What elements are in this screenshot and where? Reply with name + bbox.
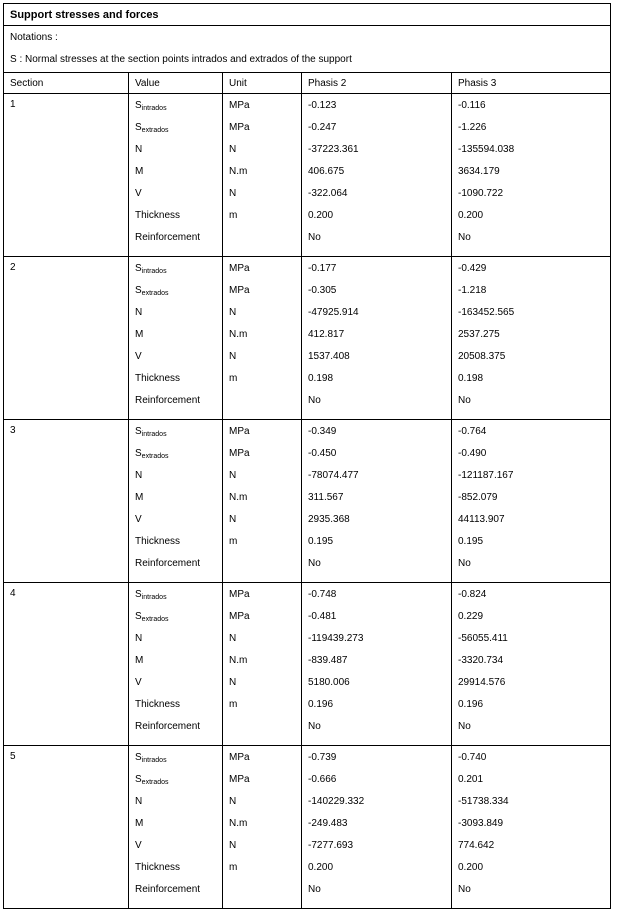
- value-subscript: extrados: [141, 616, 169, 623]
- phasis-2-cell: 2935.368: [308, 514, 350, 525]
- phasis-2-cell: -47925.914: [308, 307, 359, 318]
- value-symbol: N: [135, 470, 143, 481]
- unit-cell: m: [229, 210, 238, 221]
- value-label: [135, 262, 216, 284]
- value-symbol: M: [135, 492, 144, 503]
- phasis-2-cell: -322.064: [308, 188, 348, 199]
- phasis-3-cell: No: [458, 395, 471, 406]
- phasis-3-cell: 29914.576: [458, 677, 506, 688]
- phasis-3-cell: -121187.167: [458, 470, 514, 481]
- phasis-2-cell: 311.567: [308, 492, 344, 503]
- value-subscript: intrados: [141, 268, 167, 275]
- phasis-2-cell: No: [308, 558, 321, 569]
- value-symbol: S: [135, 589, 142, 600]
- phasis-3-cell-group: [452, 94, 611, 257]
- phasis-2-cell: -0.666: [308, 774, 337, 785]
- unit-cell: N: [229, 144, 237, 155]
- value-symbol: N: [135, 144, 143, 155]
- unit-cell: MPa: [229, 122, 250, 133]
- value-subscript: extrados: [141, 127, 169, 134]
- value-symbol: N: [135, 633, 143, 644]
- notations-block: [4, 26, 611, 73]
- column-header-phasis-3: Phasis 3: [452, 73, 611, 94]
- value-symbol: M: [135, 166, 144, 177]
- value-symbol: S: [135, 448, 142, 459]
- column-header-unit: Unit: [223, 73, 302, 94]
- value-subscript: extrados: [141, 290, 169, 297]
- value-symbol: Reinforcement: [135, 721, 201, 732]
- value-symbol: M: [135, 329, 144, 340]
- value-symbol: Thickness: [135, 210, 181, 221]
- value-symbol: V: [135, 677, 142, 688]
- unit-cell: N: [229, 677, 237, 688]
- phasis-2-cell: 0.198: [308, 373, 334, 384]
- unit-cell: MPa: [229, 426, 250, 437]
- value-label: [135, 632, 216, 654]
- column-header-value: Value: [129, 73, 223, 94]
- value-label: [135, 165, 216, 187]
- phasis-3-cell: -163452.565: [458, 307, 515, 318]
- value-label: [135, 491, 216, 513]
- unit-cell: MPa: [229, 752, 250, 763]
- value-symbol: S: [135, 611, 142, 622]
- value-label: [135, 306, 216, 328]
- phasis-2-cell: 0.196: [308, 699, 334, 710]
- value-label: [135, 839, 216, 861]
- phasis-3-cell: -1090.722: [458, 188, 504, 199]
- unit-cell: N: [229, 307, 237, 318]
- unit-cell: [229, 231, 295, 253]
- phasis-2-cell: 0.200: [308, 862, 334, 873]
- unit-cell-group: [223, 583, 302, 746]
- phasis-2-cell: -0.748: [308, 589, 337, 600]
- value-label: [135, 447, 216, 469]
- section-number: 2: [4, 257, 129, 420]
- phasis-2-cell: -249.483: [308, 818, 348, 829]
- value-subscript: intrados: [141, 105, 167, 112]
- phasis-3-cell: 0.229: [458, 611, 484, 622]
- section-number: 5: [4, 746, 129, 909]
- phasis-2-cell: -78074.477: [308, 470, 359, 481]
- phasis-3-cell: 0.198: [458, 373, 484, 384]
- phasis-2-cell: No: [308, 721, 321, 732]
- value-symbol: Thickness: [135, 862, 181, 873]
- phasis-2-cell: 1537.408: [308, 351, 350, 362]
- value-symbol: M: [135, 818, 144, 829]
- phasis-2-cell: -839.487: [308, 655, 348, 666]
- value-subscript: extrados: [141, 453, 169, 460]
- notations-label: Notations :: [10, 32, 58, 43]
- value-label: [135, 817, 216, 839]
- phasis-2-cell: -7277.693: [308, 840, 354, 851]
- value-label: [135, 350, 216, 372]
- phasis-3-cell: -0.490: [458, 448, 487, 459]
- section-row: [4, 257, 611, 420]
- value-subscript: intrados: [141, 594, 167, 601]
- unit-cell: MPa: [229, 100, 250, 111]
- phasis-2-cell: 5180.006: [308, 677, 350, 688]
- notation-s-description: S : Normal stresses at the section points intrados and extrados of the support: [10, 54, 352, 65]
- unit-cell: N: [229, 470, 237, 481]
- table-title: Support stresses and forces: [4, 4, 611, 26]
- phasis-2-cell: -0.739: [308, 752, 337, 763]
- phasis-2-cell: 0.200: [308, 210, 334, 221]
- value-label: [135, 513, 216, 535]
- section-number: 1: [4, 94, 129, 257]
- phasis-3-cell: -0.429: [458, 263, 487, 274]
- value-label: [135, 284, 216, 306]
- phasis-2-cell: -37223.361: [308, 144, 359, 155]
- value-label: [135, 425, 216, 447]
- value-symbol: Reinforcement: [135, 884, 201, 895]
- value-symbol: S: [135, 752, 142, 763]
- phasis-2-cell: No: [308, 395, 321, 406]
- phasis-3-cell: -0.764: [458, 426, 487, 437]
- phasis-2-cell-group: [302, 420, 452, 583]
- value-label: [135, 557, 216, 579]
- value-label: [135, 773, 216, 795]
- phasis-3-cell: -0.116: [458, 100, 486, 111]
- value-symbol: S: [135, 100, 142, 111]
- value-subscript: intrados: [141, 757, 167, 764]
- value-symbol: S: [135, 426, 142, 437]
- value-label: [135, 795, 216, 817]
- value-label: [135, 328, 216, 350]
- value-subscript: extrados: [141, 779, 169, 786]
- phasis-3-cell: -1.226: [458, 122, 487, 133]
- phasis-3-cell: 0.196: [458, 699, 484, 710]
- value-label: [135, 469, 216, 491]
- unit-cell: N: [229, 633, 237, 644]
- value-label: [135, 861, 216, 883]
- phasis-3-cell: -56055.411: [458, 633, 508, 644]
- phasis-3-cell-group: [452, 420, 611, 583]
- phasis-3-cell: No: [458, 232, 471, 243]
- phasis-2-cell: -0.349: [308, 426, 337, 437]
- value-cell-group: [129, 420, 223, 583]
- unit-cell: m: [229, 699, 238, 710]
- section-row: [4, 94, 611, 257]
- value-symbol: S: [135, 285, 142, 296]
- column-header-phasis-2: Phasis 2: [302, 73, 452, 94]
- phasis-3-cell: 0.200: [458, 210, 484, 221]
- column-header-row: [4, 73, 611, 94]
- value-label: [135, 372, 216, 394]
- value-symbol: V: [135, 351, 142, 362]
- value-symbol: S: [135, 774, 142, 785]
- phasis-3-cell: -3320.734: [458, 655, 504, 666]
- phasis-3-cell: 0.200: [458, 862, 484, 873]
- unit-cell: MPa: [229, 285, 250, 296]
- value-label: [135, 720, 216, 742]
- phasis-2-cell-group: [302, 257, 452, 420]
- phasis-3-cell: -135594.038: [458, 144, 515, 155]
- phasis-3-cell: 2537.275: [458, 329, 500, 340]
- value-symbol: Reinforcement: [135, 395, 201, 406]
- phasis-3-cell: -51738.334: [458, 796, 509, 807]
- section-row: [4, 746, 611, 909]
- phasis-3-cell: 0.195: [458, 536, 484, 547]
- value-label: [135, 588, 216, 610]
- phasis-2-cell: -0.123: [308, 100, 337, 111]
- value-symbol: Thickness: [135, 536, 181, 547]
- unit-cell: MPa: [229, 774, 250, 785]
- value-subscript: intrados: [141, 431, 167, 438]
- phasis-3-cell: 0.201: [458, 774, 484, 785]
- support-stresses-table: [3, 3, 611, 909]
- phasis-3-cell: 3634.179: [458, 166, 500, 177]
- value-symbol: Thickness: [135, 699, 181, 710]
- unit-cell: N: [229, 840, 237, 851]
- unit-cell: N.m: [229, 492, 248, 503]
- phasis-2-cell: -0.481: [308, 611, 337, 622]
- phasis-2-cell: 412.817: [308, 329, 345, 340]
- value-cell-group: [129, 583, 223, 746]
- unit-cell: m: [229, 862, 238, 873]
- value-label: [135, 610, 216, 632]
- phasis-3-cell-group: [452, 583, 611, 746]
- value-symbol: Reinforcement: [135, 232, 201, 243]
- phasis-3-cell: 44113.907: [458, 514, 505, 525]
- value-label: [135, 698, 216, 720]
- value-symbol: V: [135, 188, 142, 199]
- phasis-2-cell: No: [308, 232, 321, 243]
- unit-cell: [229, 883, 295, 905]
- unit-cell-group: [223, 257, 302, 420]
- unit-cell: N.m: [229, 655, 248, 666]
- phasis-2-cell: -119439.273: [308, 633, 364, 644]
- unit-cell: [229, 720, 295, 742]
- value-symbol: S: [135, 263, 142, 274]
- unit-cell: N: [229, 796, 237, 807]
- phasis-2-cell-group: [302, 94, 452, 257]
- unit-cell: N: [229, 351, 237, 362]
- unit-cell: MPa: [229, 263, 250, 274]
- value-label: [135, 231, 216, 253]
- unit-cell: m: [229, 536, 238, 547]
- phasis-2-cell: -0.305: [308, 285, 337, 296]
- phasis-3-cell: No: [458, 884, 471, 895]
- phasis-3-cell-group: [452, 257, 611, 420]
- section-number: 3: [4, 420, 129, 583]
- phasis-2-cell: -0.177: [308, 263, 337, 274]
- phasis-2-cell-group: [302, 583, 452, 746]
- unit-cell: [229, 557, 295, 579]
- value-symbol: S: [135, 122, 142, 133]
- unit-cell: MPa: [229, 611, 250, 622]
- phasis-3-cell: -852.079: [458, 492, 498, 503]
- support-stresses-report: [3, 3, 610, 909]
- section-row: [4, 583, 611, 746]
- phasis-3-cell: No: [458, 558, 471, 569]
- value-label: [135, 209, 216, 231]
- unit-cell: m: [229, 373, 238, 384]
- value-label: [135, 751, 216, 773]
- phasis-2-cell-group: [302, 746, 452, 909]
- value-label: [135, 99, 216, 121]
- value-symbol: V: [135, 840, 142, 851]
- value-label: [135, 883, 216, 905]
- value-cell-group: [129, 257, 223, 420]
- section-number: 4: [4, 583, 129, 746]
- value-label: [135, 143, 216, 165]
- unit-cell: N: [229, 188, 237, 199]
- value-cell-group: [129, 746, 223, 909]
- column-header-section: Section: [4, 73, 129, 94]
- unit-cell: [229, 394, 295, 416]
- value-symbol: Reinforcement: [135, 558, 201, 569]
- phasis-2-cell: No: [308, 884, 321, 895]
- value-symbol: M: [135, 655, 144, 666]
- unit-cell: N.m: [229, 166, 248, 177]
- phasis-3-cell: 20508.375: [458, 351, 506, 362]
- phasis-3-cell: 774.642: [458, 840, 495, 851]
- unit-cell-group: [223, 746, 302, 909]
- unit-cell-group: [223, 420, 302, 583]
- section-row: [4, 420, 611, 583]
- phasis-2-cell: -140229.332: [308, 796, 365, 807]
- unit-cell: MPa: [229, 589, 250, 600]
- phasis-3-cell: -0.740: [458, 752, 487, 763]
- phasis-3-cell: No: [458, 721, 471, 732]
- phasis-2-cell: 0.195: [308, 536, 334, 547]
- value-symbol: N: [135, 307, 143, 318]
- value-symbol: Thickness: [135, 373, 181, 384]
- phasis-3-cell-group: [452, 746, 611, 909]
- unit-cell-group: [223, 94, 302, 257]
- value-label: [135, 187, 216, 209]
- phasis-2-cell: 406.675: [308, 166, 345, 177]
- value-label: [135, 394, 216, 416]
- unit-cell: MPa: [229, 448, 250, 459]
- value-symbol: N: [135, 796, 143, 807]
- value-label: [135, 121, 216, 143]
- value-cell-group: [129, 94, 223, 257]
- phasis-3-cell: -3093.849: [458, 818, 504, 829]
- unit-cell: N: [229, 514, 237, 525]
- phasis-2-cell: -0.450: [308, 448, 337, 459]
- value-label: [135, 654, 216, 676]
- phasis-3-cell: -1.218: [458, 285, 487, 296]
- phasis-2-cell: -0.247: [308, 122, 337, 133]
- value-label: [135, 535, 216, 557]
- value-symbol: V: [135, 514, 142, 525]
- phasis-3-cell: -0.824: [458, 589, 487, 600]
- unit-cell: N.m: [229, 329, 248, 340]
- unit-cell: N.m: [229, 818, 248, 829]
- value-label: [135, 676, 216, 698]
